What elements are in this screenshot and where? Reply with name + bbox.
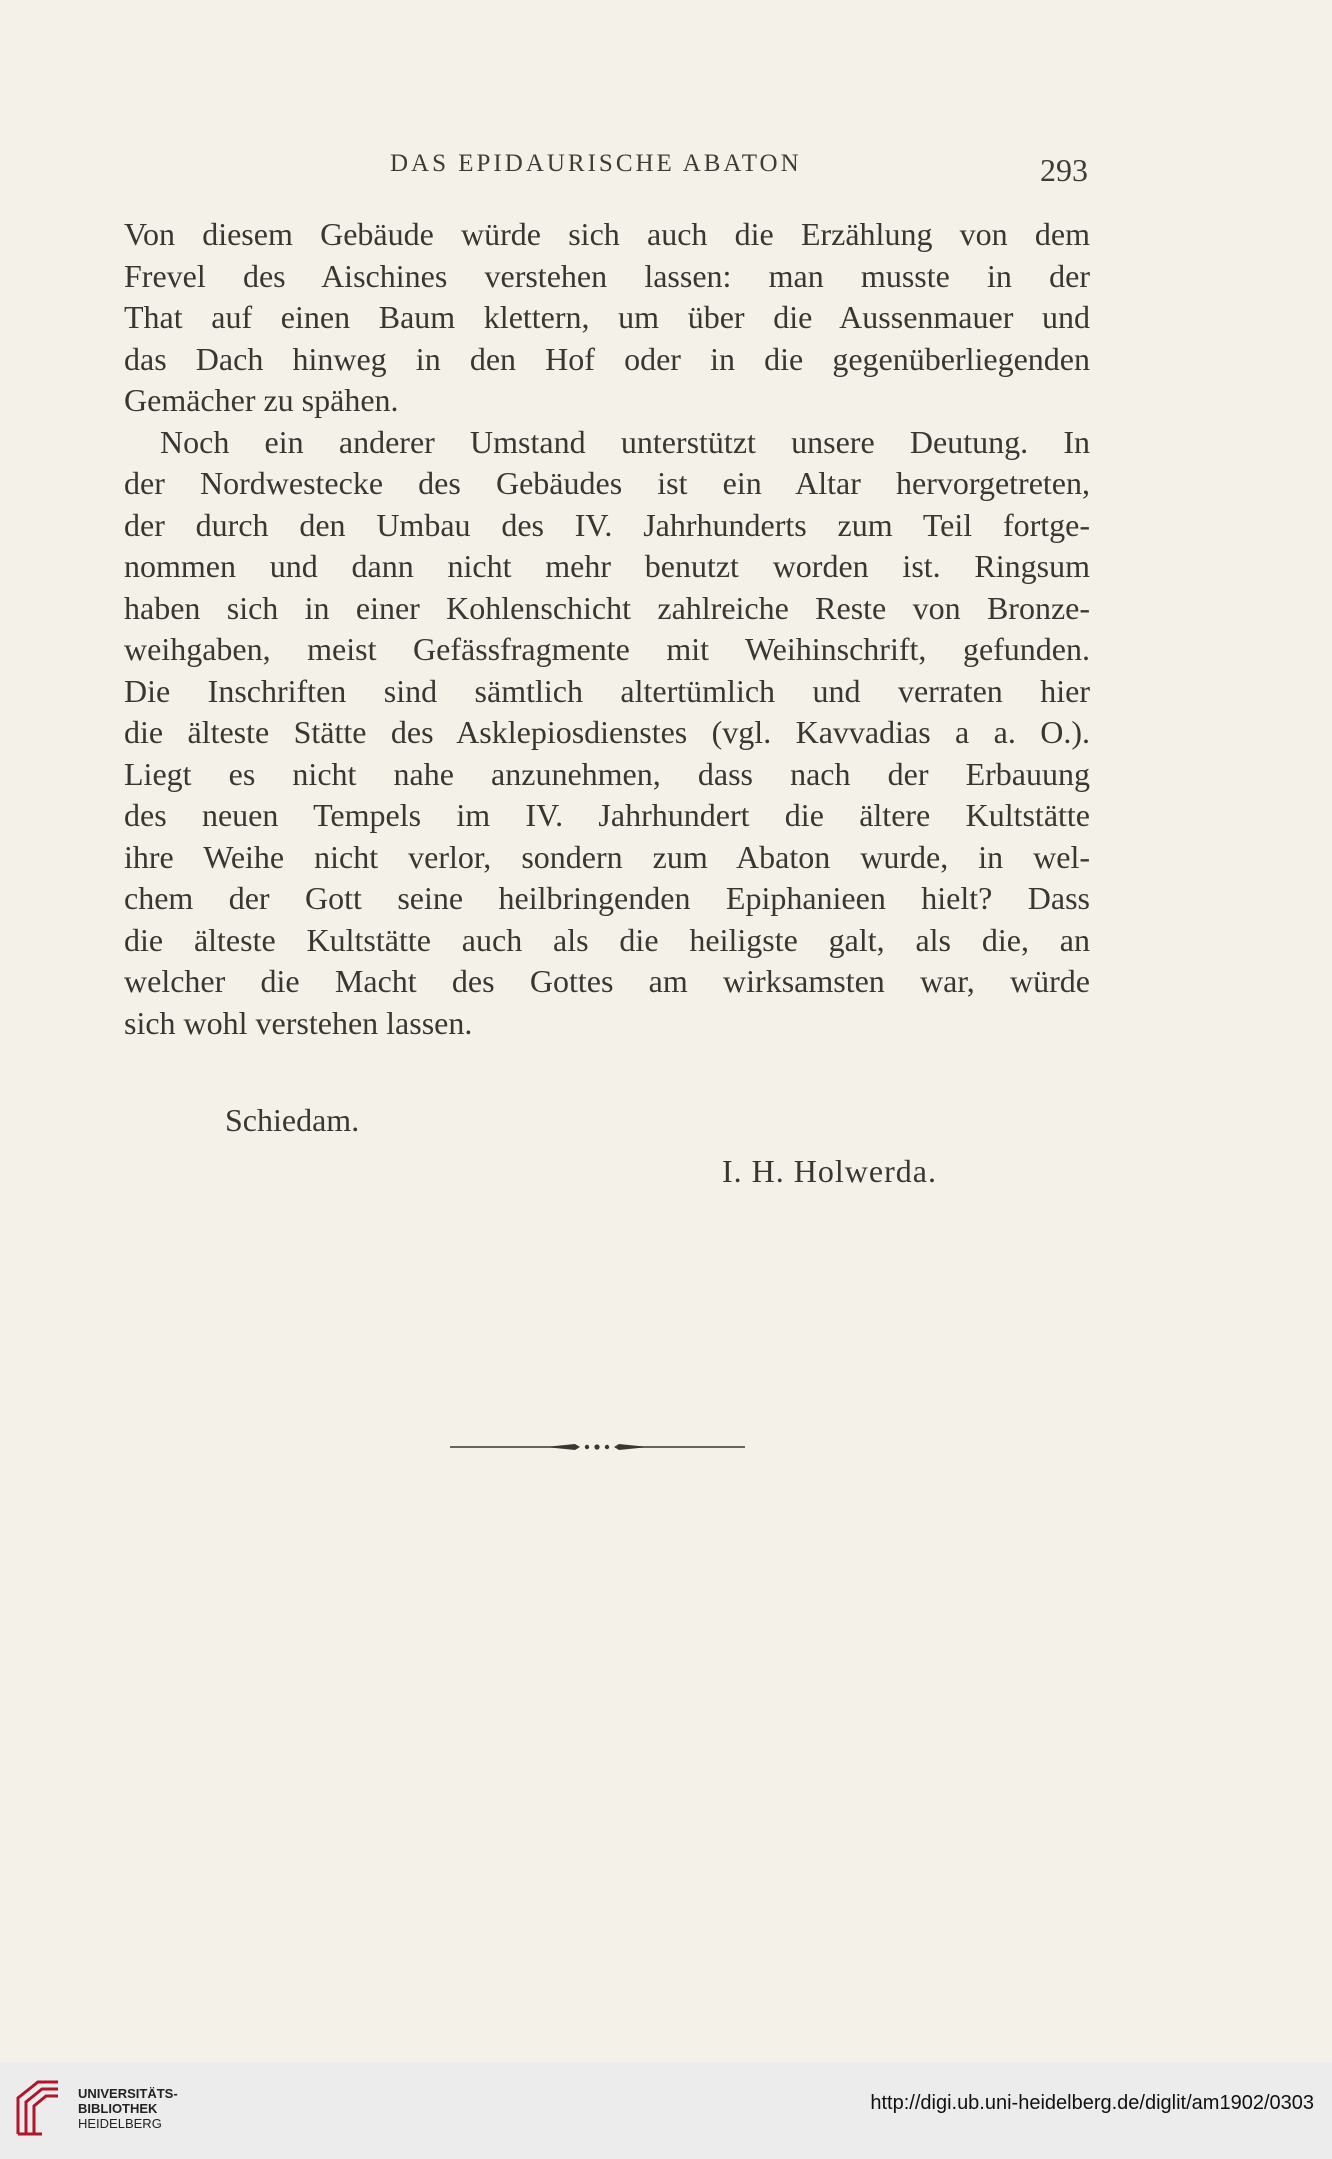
text-line: weihgaben, meist Gefässfragmente mit Weihinschrift, gefunden. (124, 631, 1090, 667)
text-line: sich wohl verstehen lassen. (124, 1004, 473, 1041)
library-name-line3: HEIDELBERG (78, 2116, 162, 2131)
library-name-line2: BIBLIOTHEK (78, 2101, 158, 2116)
text-line: Liegt es nicht nahe anzunehmen, dass nach der Erbauung (124, 755, 1090, 792)
footer-bar (0, 2062, 1332, 2159)
text-line: welcher die Macht des Gottes am wirksamsten war, würde (124, 963, 1090, 999)
text-line: der durch den Umbau des IV. Jahrhunderts zum Teil fortge- (124, 506, 1090, 543)
library-logo-icon (12, 2076, 66, 2138)
page-number: 293 (1040, 152, 1088, 188)
body-text (124, 214, 1090, 1044)
text-line: ihre Weihe nicht verlor, sondern zum Abaton wurde, in wel- (124, 838, 1090, 875)
source-url-link[interactable]: http://digi.ub.uni-heidelberg.de/diglit/am1902/0303 (870, 2092, 1314, 2114)
text-line: das Dach hinweg in den Hof oder in die gegenüberliegenden (124, 340, 1090, 377)
library-name (78, 2086, 178, 2131)
ornament-divider-icon (450, 1440, 745, 1454)
text-line: die älteste Kultstätte auch als die heiligste galt, als die, an (124, 921, 1090, 958)
text-line: die älteste Stätte des Asklepiosdienstes (vgl. Kavvadias a a. O.). (124, 714, 1090, 750)
text-line: Von diesem Gebäude würde sich auch die Erzählung von dem (124, 216, 1090, 252)
text-line: Frevel des Aischines verstehen lassen: man musste in der (124, 257, 1090, 294)
text-line: haben sich in einer Kohlenschicht zahlreiche Reste von Bronze- (124, 589, 1090, 626)
text-line: des neuen Tempels im IV. Jahrhundert die ältere Kultstätte (124, 797, 1090, 833)
text-line: Noch ein anderer Umstand unterstützt unsere Deutung. In (160, 423, 1090, 460)
text-line: chem der Gott seine heilbringenden Epiphanieen hielt? Dass (124, 880, 1090, 916)
library-name-line1: UNIVERSITÄTS- (78, 2086, 178, 2101)
text-line: That auf einen Baum klettern, um über die Aussenmauer und (124, 299, 1090, 335)
text-line: Gemächer zu spähen. (124, 382, 399, 418)
running-title: DAS EPIDAURISCHE ABATON (390, 150, 802, 177)
text-line: der Nordwestecke des Gebäudes ist ein Altar hervorgetreten, (124, 465, 1090, 501)
text-line: Die Inschriften sind sämtlich altertümlich und verraten hier (124, 672, 1090, 709)
signoff-author: I. H. Holwerda. (722, 1153, 937, 1189)
signoff-place: Schiedam. (225, 1102, 360, 1138)
text-line: nommen und dann nicht mehr benutzt worden ist. Ringsum (124, 548, 1090, 584)
